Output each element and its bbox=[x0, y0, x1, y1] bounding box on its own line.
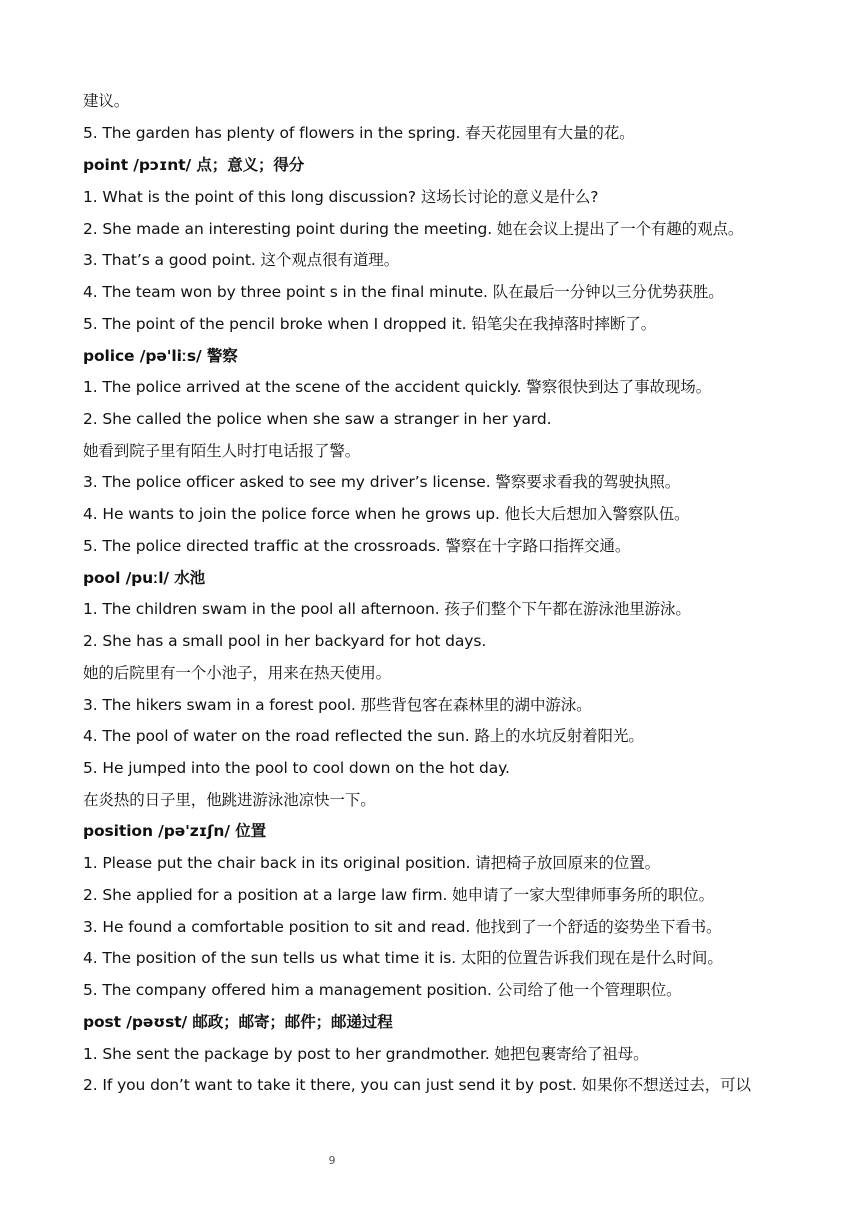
text-line: 5. The garden has plenty of flowers in the spring. 春天花园里有大量的花。 bbox=[83, 124, 635, 142]
text-line: 4. The pool of water on the road reflected the sun. 路上的水坑反射着阳光。 bbox=[83, 727, 644, 745]
text-line: 2. She has a small pool in her backyard for hot days. bbox=[83, 632, 487, 650]
text-line: 4. He wants to join the police force when he grows up. 他长大后想加入警察队伍。 bbox=[83, 505, 690, 523]
text-line: 3. He found a comfortable position to sit and read. 他找到了一个舒适的姿势坐下看书。 bbox=[83, 918, 722, 936]
text-line: 1. She sent the package by post to her grandmother. 她把包裹寄给了祖母。 bbox=[83, 1045, 649, 1063]
text-line: 2. She made an interesting point during the meeting. 她在会议上提出了一个有趣的观点。 bbox=[83, 220, 744, 238]
headword-post: post /pəʊst/ 邮政；邮寄；邮件；邮递过程 bbox=[83, 1013, 393, 1031]
text-line: 3. The hikers swam in a forest pool. 那些背包客在森林里的湖中游泳。 bbox=[83, 696, 592, 714]
headword-police: police /pə'liːs/ 警察 bbox=[83, 347, 238, 365]
text-line: 4. The team won by three point s in the final minute. 队在最后一分钟以三分优势获胜。 bbox=[83, 283, 724, 301]
text-line: 5. He jumped into the pool to cool down on the hot day. bbox=[83, 759, 510, 777]
text-line: 4. The position of the sun tells us what time it is. 太阳的位置告诉我们现在是什么时间。 bbox=[83, 949, 723, 967]
text-line: 她的后院里有一个小池子，用来在热天使用。 bbox=[83, 664, 392, 682]
text-line: 2. She called the police when she saw a stranger in her yard. bbox=[83, 410, 552, 428]
text-line: 在炎热的日子里，他跳进游泳池凉快一下。 bbox=[83, 791, 376, 809]
text-line: 1. The children swam in the pool all afternoon. 孩子们整个下午都在游泳池里游泳。 bbox=[83, 600, 691, 618]
text-line: 2. She applied for a position at a large law firm. 她申请了一家大型律师事务所的职位。 bbox=[83, 886, 714, 904]
text-line: 3. That’s a good point. 这个观点很有道理。 bbox=[83, 251, 400, 269]
text-line: 1. The police arrived at the scene of the accident quickly. 警察很快到达了事故现场。 bbox=[83, 378, 712, 396]
text-line: 1. What is the point of this long discussion? 这场长讨论的意义是什么? bbox=[83, 188, 599, 206]
text-line: 5. The police directed traffic at the crossroads. 警察在十字路口指挥交通。 bbox=[83, 537, 631, 555]
headword-position: position /pə'zɪʃn/ 位置 bbox=[83, 822, 266, 840]
text-line: 2. If you don’t want to take it there, you can just send it by post. 如果你不想送过去，可以 bbox=[83, 1076, 751, 1094]
text-line: 5. The point of the pencil broke when I dropped it. 铅笔尖在我掉落时摔断了。 bbox=[83, 315, 657, 333]
text-line: 她看到院子里有陌生人时打电话报了警。 bbox=[83, 442, 361, 460]
page-number: 9 bbox=[328, 1154, 336, 1167]
text-line: 建议。 bbox=[83, 92, 130, 110]
text-line: 1. Please put the chair back in its original position. 请把椅子放回原来的位置。 bbox=[83, 854, 661, 872]
text-line: 5. The company offered him a management position. 公司给了他一个管理职位。 bbox=[83, 981, 682, 999]
text-line: 3. The police officer asked to see my driver’s license. 警察要求看我的驾驶执照。 bbox=[83, 473, 681, 491]
headword-point: point /pɔɪnt/ 点；意义；得分 bbox=[83, 156, 305, 174]
headword-pool: pool /puːl/ 水池 bbox=[83, 569, 206, 587]
